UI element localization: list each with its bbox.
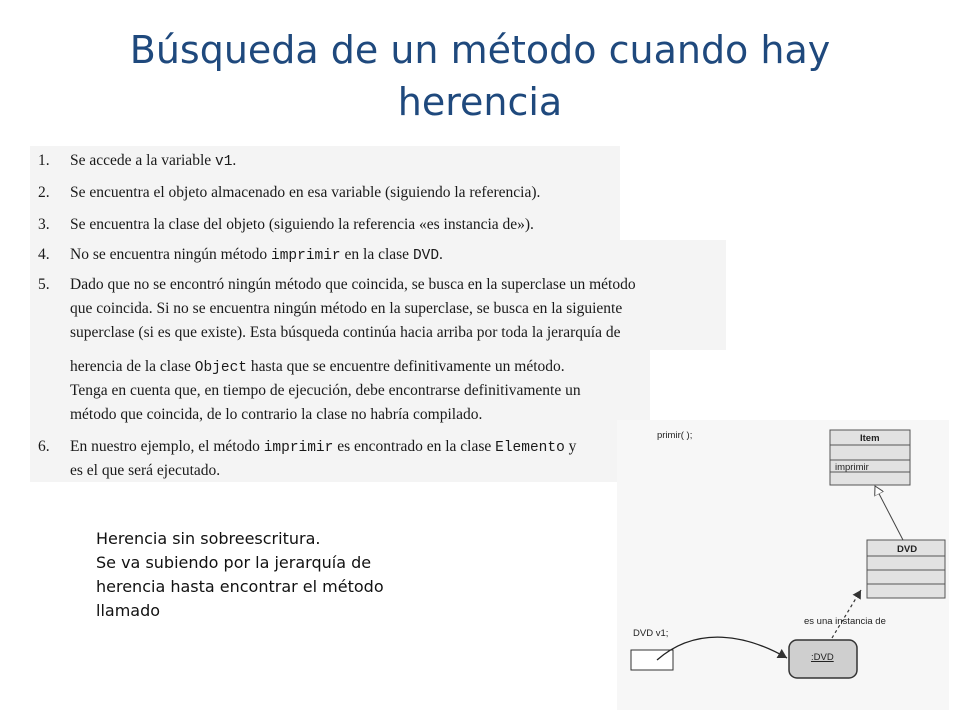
dvd-class-name: DVD — [897, 544, 918, 555]
step-text: es encontrado en la clase — [333, 438, 496, 455]
step-number: 6. — [38, 438, 50, 455]
note-line-2: Se va subiendo por la jerarquía de — [96, 553, 372, 572]
instance-arrow — [832, 590, 861, 638]
step-5-line — [70, 406, 482, 424]
step-6-line — [70, 462, 220, 480]
code-term: Elemento — [495, 440, 565, 456]
code-term: v1 — [215, 154, 233, 170]
step-text: superclase (si es que existe). Esta búsqueda continúa hacia arriba por toda la jerarquía de — [70, 324, 621, 341]
step-number: 1. — [38, 152, 50, 169]
item-method-name: imprimir — [835, 462, 869, 473]
note-line-1: Herencia sin sobreescritura. — [96, 529, 321, 548]
slide-title-line-1: Búsqueda de un método cuando hay — [129, 28, 831, 72]
var-label: DVD v1; — [633, 628, 669, 639]
step-text: en la clase — [340, 246, 413, 263]
uml-diagram — [617, 420, 949, 710]
step-1-line — [70, 152, 236, 170]
step-text: No se encuentra ningún método — [70, 246, 272, 263]
note-line-3: herencia hasta encontrar el método — [96, 577, 384, 596]
step-number: 2. — [38, 184, 50, 201]
note-line-4: llamado — [96, 601, 161, 620]
step-text: hasta que se encuentre definitivamente un método. — [247, 358, 565, 375]
step-text: . — [232, 152, 237, 169]
step-text: que coincida. Si no se encuentra ningún método en la superclase, se busca en la siguiente — [70, 300, 623, 317]
step-5-line — [70, 324, 620, 342]
step-text: Dado que no se encontró ningún método que coincida, se busca en la superclase un método — [70, 276, 636, 293]
step-5-line — [70, 382, 581, 400]
call-text: primir( ); — [657, 430, 693, 441]
step-text: Se encuentra la clase del objeto (siguiendo la referencia «es instancia de»). — [70, 216, 534, 233]
step-text: Se encuentra el objeto almacenado en esa variable (siguiendo la referencia). — [70, 184, 541, 201]
reference-arrow — [657, 637, 787, 660]
step-text: y — [564, 438, 577, 455]
step-5-line — [70, 300, 622, 318]
object-label: :DVD — [811, 652, 834, 663]
slide-title-line-2: herencia — [397, 80, 563, 124]
step-6-line — [70, 438, 576, 456]
code-term: imprimir — [271, 248, 341, 264]
step-3-line — [70, 216, 534, 234]
step-number: 5. — [38, 276, 50, 293]
item-class-name: Item — [860, 433, 880, 444]
instance-label: es una instancia de — [804, 616, 886, 627]
code-term: Object — [194, 360, 247, 376]
step-4-line — [70, 246, 443, 264]
step-5-line — [70, 358, 565, 376]
step-text: En nuestro ejemplo, el método — [70, 438, 264, 455]
step-text: . — [439, 246, 443, 263]
step-text: Se accede a la variable — [70, 152, 216, 169]
step-text: Tenga en cuenta que, en tiempo de ejecución, debe encontrarse definitivamente un — [70, 382, 581, 399]
step-text: es el que será ejecutado. — [70, 462, 221, 479]
step-text: método que coincida, de lo contrario la clase no habría compilado. — [70, 406, 483, 423]
step-number: 3. — [38, 216, 50, 233]
code-term: imprimir — [263, 440, 334, 456]
note-text — [96, 527, 384, 623]
step-5-line — [70, 276, 636, 294]
inheritance-arrow — [875, 486, 903, 540]
slide-title — [40, 24, 920, 128]
step-number: 4. — [38, 246, 50, 263]
step-text: herencia de la clase — [70, 358, 195, 375]
step-2-line — [70, 184, 540, 202]
code-term: DVD — [412, 248, 440, 264]
diagram-shapes — [617, 420, 949, 710]
